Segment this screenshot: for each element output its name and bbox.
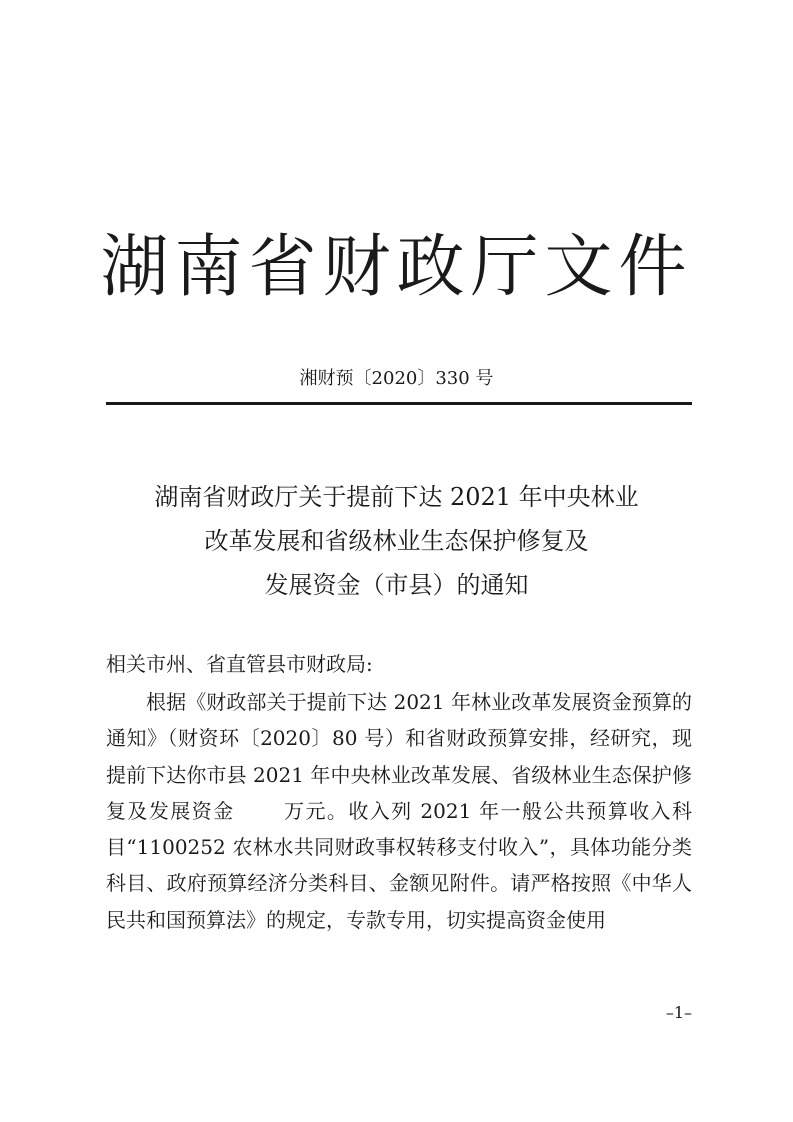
notice-heading-line-3: 发展资金（市县）的通知 (264, 571, 529, 599)
document-number: 湘财预〔2020〕330 号 (299, 368, 494, 389)
body-paragraph-part-1: 根据《财政部关于提前下达 2021 年林业改革发展资金预算的通知》（财资环〔2020〕80 号）和省财政预算安排，经研究，现提前下达你市县 2021 年中央林业改革发展、省级林业生态保护修复及发展资金 (106, 690, 692, 823)
body-paragraph-part-2: 万元。收入列 2021 年一般公共预算收入科目“1100252 农林水共同财政事权转移支付收入”，具体功能分类科目、政府预算经济分类科目、金额见附件。请严格按照《中华人民共和国预算法》的规定，专款专用，切实提高资金使用 (106, 798, 692, 932)
notice-heading-line-1: 湖南省财政厅关于提前下达 2021 年中央林业 (154, 483, 639, 511)
page-number: –1– (665, 1003, 692, 1022)
salutation: 相关市州、省直管县市财政局: (106, 652, 373, 676)
header-divider-rule (106, 402, 692, 405)
document-header-title: 湖南省财政厅文件 (100, 228, 693, 307)
notice-heading (60, 475, 733, 607)
body-paragraph (106, 684, 692, 938)
notice-heading-line-2: 改革发展和省级林业生态保护修复及 (204, 527, 589, 555)
